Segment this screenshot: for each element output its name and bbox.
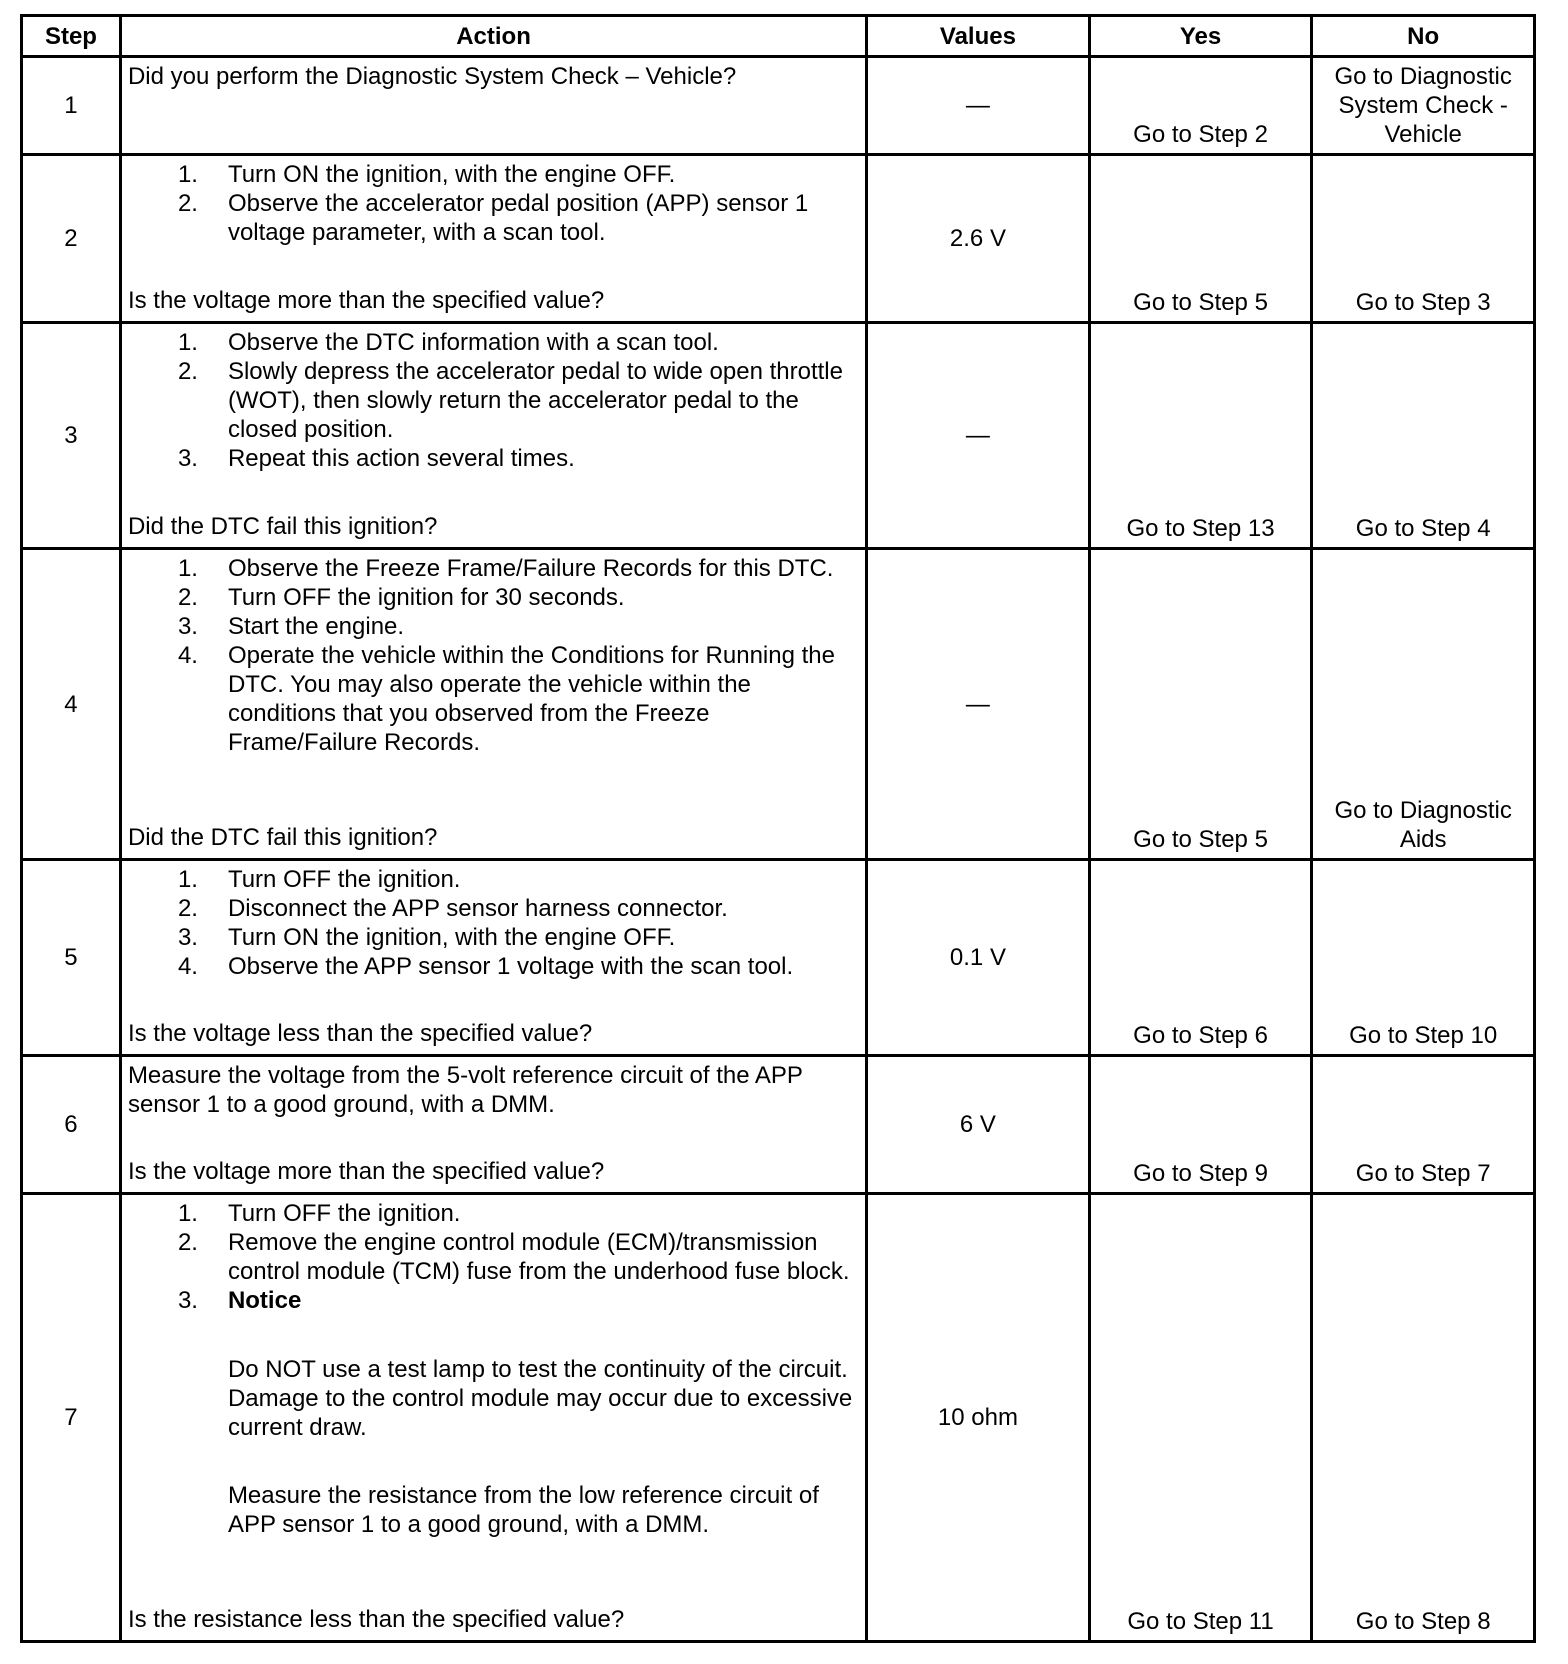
diagnostic-table [20,14,1536,1643]
header-action: Action [120,16,866,57]
value-cell: 2.6 V [867,155,1090,323]
list-item: 4. Observe the APP sensor 1 voltage with the scan tool. [177,953,794,980]
action-steps [128,328,859,473]
action-text: Did you perform the Diagnostic System Check – Vehicle? [127,63,737,90]
value-cell: — [867,323,1090,549]
step-number: 3 [22,323,121,549]
yes-cell: Go to Step 2 [1089,57,1312,155]
action-content [128,865,859,1048]
action-cell [120,549,866,860]
step-number: 2 [22,155,121,323]
list-item: 2. Turn OFF the ignition for 30 seconds. [177,584,625,611]
header-no: No [1312,16,1535,57]
header-values: Values [867,16,1090,57]
yes-cell: Go to Step 6 [1089,860,1312,1056]
step-number: 5 [22,860,121,1056]
yes-cell: Go to Step 11 [1089,1194,1312,1642]
header-step: Step [22,16,121,57]
list-item: 3. Notice Do NOT use a test lamp to test the continuity of the circuit. Damage to the control module may occur due to excessive current draw. Measure the resistance from the low reference circuit of APP sensor 1 to a good ground, with a DMM. [128,1286,859,1539]
yes-cell: Go to Step 9 [1089,1056,1312,1194]
list-item: 3. Repeat this action several times. [177,445,575,472]
list-item: 3. Turn ON the ignition, with the engine OFF. [177,924,676,951]
header-yes: Yes [1089,16,1312,57]
notice-heading: Notice [227,1287,302,1314]
list-item: 1. Turn OFF the ignition. [177,1200,461,1227]
no-cell: Go to Diagnostic Aids [1312,549,1535,860]
yes-cell: Go to Step 5 [1089,155,1312,323]
value-cell: 6 V [867,1056,1090,1194]
table-row [22,1056,1535,1194]
list-item: 1. Observe the Freeze Frame/Failure Records for this DTC. [177,555,834,582]
no-cell: Go to Step 10 [1312,860,1535,1056]
measure-text: Measure the resistance from the low reference circuit of APP sensor 1 to a good ground, with a DMM. [227,1482,819,1538]
no-cell: Go to Diagnostic System Check - Vehicle [1312,57,1535,155]
action-text: Measure the voltage from the 5-volt reference circuit of the APP sensor 1 to a good ground, with a DMM. [127,1062,803,1118]
no-cell: Go to Step 8 [1312,1194,1535,1642]
list-item: 1. Observe the DTC information with a scan tool. [177,329,719,356]
action-question: Is the voltage more than the specified value? [127,1158,605,1185]
yes-cell: Go to Step 13 [1089,323,1312,549]
step-number: 7 [22,1194,121,1642]
action-content [128,328,859,541]
list-item: 2. Remove the engine control module (ECM)/transmission control module (TCM) fuse from the underhood fuse block. [177,1229,850,1285]
no-cell: Go to Step 3 [1312,155,1535,323]
list-item: 1. Turn OFF the ignition. [177,866,461,893]
table-row [22,323,1535,549]
list-item: 3. Start the engine. [177,613,405,640]
value-cell: — [867,549,1090,860]
action-steps [128,865,859,981]
yes-cell: Go to Step 5 [1089,549,1312,860]
action-content [128,1199,859,1634]
action-cell [120,1056,866,1194]
list-item: 2. Slowly depress the accelerator pedal to wide open throttle (WOT), then slowly return the accelerator pedal to the closed position. [177,358,843,443]
action-content [128,1061,859,1186]
action-cell [120,155,866,323]
action-cell [120,57,866,155]
no-cell: Go to Step 7 [1312,1056,1535,1194]
action-cell [120,323,866,549]
list-item: 2. Disconnect the APP sensor harness connector. [177,895,728,922]
notice-text: Do NOT use a test lamp to test the continuity of the circuit. Damage to the control module may occur due to excessive current draw. [227,1356,853,1441]
action-content [128,160,859,315]
action-cell [120,1194,866,1642]
table-row [22,57,1535,155]
action-cell [120,860,866,1056]
table-row [22,1194,1535,1642]
action-question: Is the voltage more than the specified value? [127,287,605,314]
action-steps [128,160,859,247]
value-cell: 10 ohm [867,1194,1090,1642]
action-steps [128,554,859,757]
step-number: 1 [22,57,121,155]
action-question: Did the DTC fail this ignition? [127,824,438,851]
value-cell: — [867,57,1090,155]
action-content [128,554,859,852]
action-question: Did the DTC fail this ignition? [127,513,438,540]
step-number: 6 [22,1056,121,1194]
step-number: 4 [22,549,121,860]
list-item: 4. Operate the vehicle within the Conditions for Running the DTC. You may also operate the vehicle within the conditions that you observed from the Freeze Frame/Failure Records. [177,642,835,756]
table-row [22,155,1535,323]
header-row [22,16,1535,57]
list-item: 2. Observe the accelerator pedal position (APP) sensor 1 voltage parameter, with a scan tool. [177,190,809,246]
no-cell: Go to Step 4 [1312,323,1535,549]
list-item: 1. Turn ON the ignition, with the engine OFF. [177,161,676,188]
diagnostic-table-container [20,14,1536,1643]
action-question: Is the voltage less than the specified value? [127,1020,593,1047]
action-steps [128,1199,859,1539]
value-cell: 0.1 V [867,860,1090,1056]
action-question: Is the resistance less than the specified value? [127,1606,625,1633]
table-row [22,860,1535,1056]
table-row [22,549,1535,860]
